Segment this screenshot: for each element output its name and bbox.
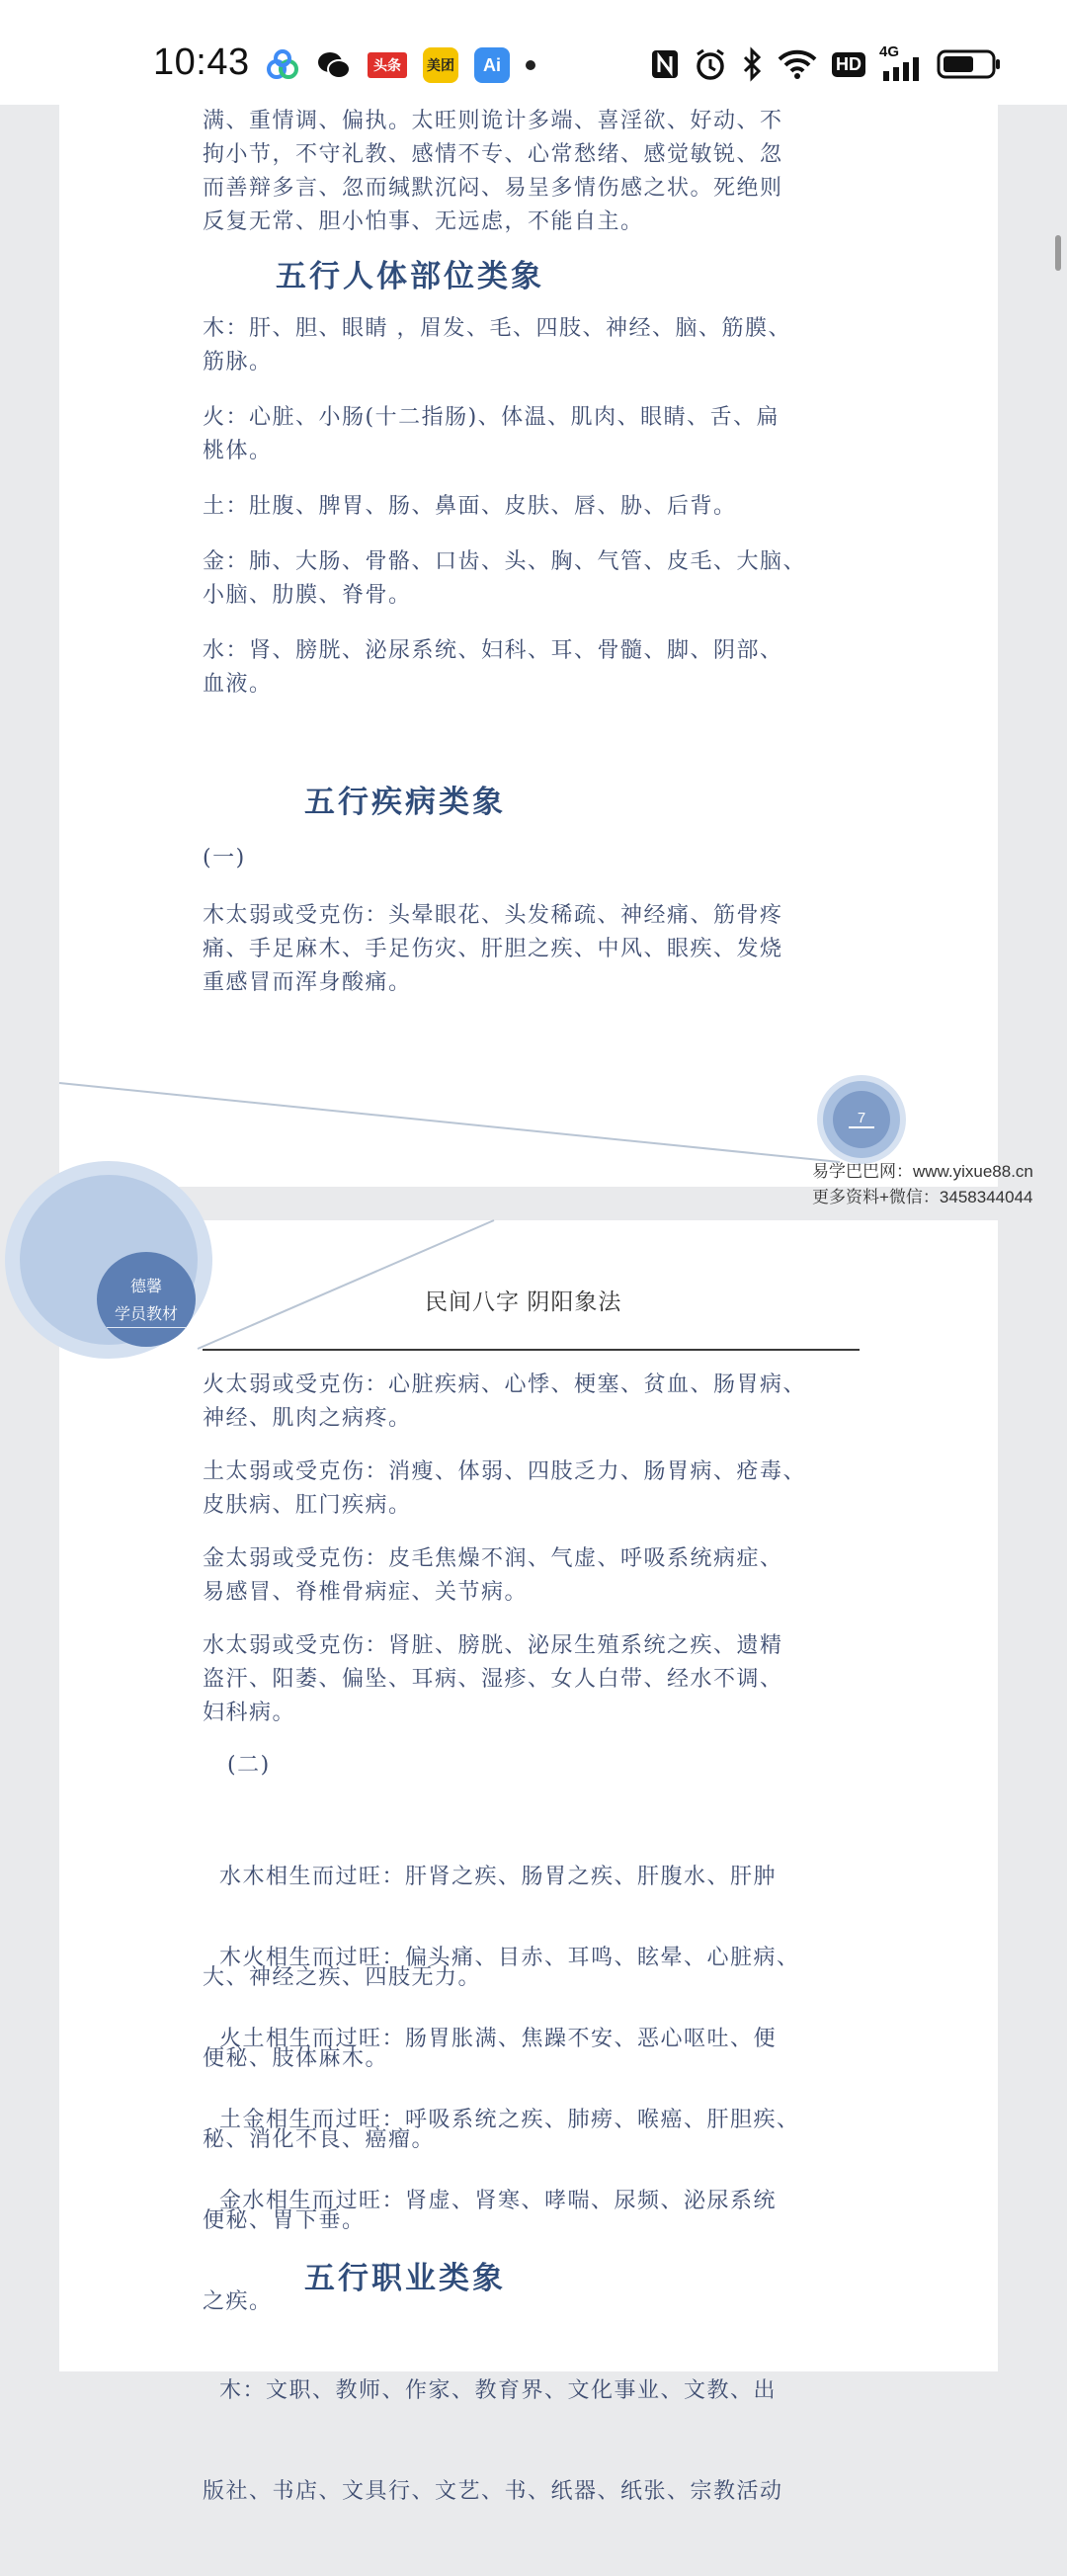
text-line: 木火相生而过旺：偏头痛、目赤、耳鸣、眩晕、心脏病、	[203, 1946, 800, 1970]
signal-bars-icon	[881, 57, 923, 81]
text-line: 水太弱或受克伤：肾脏、膀胱、泌尿生殖系统之疾、遗精	[203, 1633, 783, 1658]
text-line: 便秘、肢体麻木。	[203, 2046, 389, 2071]
document-page-7	[59, 105, 998, 1187]
text-line: 易感冒、脊椎骨病症、关节病。	[203, 1580, 529, 1605]
status-time: 10:43	[153, 42, 250, 83]
badge-line-1: 德馨	[129, 1279, 162, 1295]
baidu-netdisk-icon	[265, 47, 300, 83]
text-line: 火：心脏、小肠(十二指肠)、体温、肌肉、眼睛、舌、扁	[203, 405, 780, 430]
body-part-water	[203, 634, 934, 702]
text-line: 便秘、胃下垂。	[203, 2208, 366, 2233]
wifi-icon	[777, 48, 818, 80]
text-line: 盗汗、阳萎、偏坠、耳病、湿疹、女人白带、经水不调、	[203, 1667, 783, 1692]
more-notifications-dot-icon	[526, 60, 535, 70]
text-line: 金：肺、大肠、骨骼、口齿、头、胸、气管、皮毛、大脑、	[203, 549, 807, 574]
sub-heading-one: (一)	[203, 846, 246, 871]
text-line: 金水相生而过旺：肾虚、肾寒、哮喘、尿频、泌尿系统	[203, 2189, 777, 2213]
text-line: 土金相生而过旺：呼吸系统之疾、肺痨、喉癌、肝胆疾、	[203, 2108, 800, 2132]
text-line: 小脑、肋膜、脊骨。	[203, 583, 412, 608]
text-line: 妇科病。	[203, 1701, 296, 1725]
cellular-signal: 4G	[879, 47, 923, 81]
water-weak-paragraph	[203, 1629, 934, 1730]
toutiao-icon: 头条	[368, 52, 407, 78]
section-title-diseases: 五行疾病类象	[304, 785, 506, 820]
scrollbar-thumb[interactable]	[1055, 235, 1061, 271]
metal-weak-paragraph	[203, 1542, 934, 1610]
fire-weak-paragraph	[203, 1369, 934, 1436]
ai-icon: Ai	[474, 47, 510, 83]
watermark-line-1: 易学巴巴网：www.yixue88.cn	[812, 1162, 1033, 1181]
body-part-wood	[203, 312, 934, 379]
page-header-title: 民间八字 阴阳象法	[425, 1288, 622, 1314]
notification-icons	[265, 47, 535, 83]
nfc-icon	[650, 48, 680, 80]
battery-icon	[937, 49, 1002, 79]
career-wood-paragraph	[203, 2307, 934, 2576]
text-line: 木：文职、教师、作家、教育界、文化事业、文教、出	[203, 2378, 777, 2403]
text-line: 拘小节，不守礼教、感情不专、心常愁绪、感觉敏锐、忽	[203, 142, 783, 167]
meituan-icon: 美团	[423, 47, 458, 83]
text-line: 血液。	[203, 672, 273, 697]
page-number: 7	[833, 1091, 890, 1148]
header-rule	[203, 1349, 860, 1351]
text-line: 水：肾、膀胱、泌尿系统、妇科、耳、骨髓、脚、阴部、	[203, 638, 783, 663]
wechat-icon	[316, 47, 352, 83]
intro-paragraph	[203, 105, 934, 239]
text-line: 反复无常、胆小怕事、无远虑，不能自主。	[203, 209, 644, 234]
text-line: 木太弱或受克伤：头晕眼花、头发稀疏、神经痛、筋骨疼	[203, 903, 783, 928]
status-bar	[0, 0, 1067, 105]
alarm-icon	[694, 47, 727, 81]
text-line: 重感冒而浑身酸痛。	[203, 970, 412, 995]
badge-line-2: 学员教材	[114, 1306, 178, 1323]
text-line: 金太弱或受克伤：皮毛焦燥不润、气虚、呼吸系统病症、	[203, 1546, 783, 1571]
text-line: 水木相生而过旺：肝肾之疾、肠胃之疾、肝腹水、肝肿	[203, 1865, 777, 1889]
text-line: 筋脉。	[203, 350, 273, 374]
bluetooth-icon	[741, 47, 763, 81]
system-icons	[650, 43, 1002, 81]
text-line: 而善辩多言、忽而缄默沉闷、易呈多情伤感之状。死绝则	[203, 176, 783, 201]
watermark	[812, 1159, 1033, 1210]
page-number-badge	[823, 1081, 900, 1158]
text-line: 痛、手足麻木、手足伤灾、肝胆之疾、中风、眼疾、发烧	[203, 937, 783, 961]
body-part-fire	[203, 401, 934, 468]
text-line: 之疾。	[203, 2289, 273, 2314]
body-part-earth	[203, 490, 934, 524]
text-line: 火太弱或受克伤：心脏疾病、心悸、梗塞、贫血、肠胃病、	[203, 1372, 807, 1397]
section-title-body-parts: 五行人体部位类象	[276, 259, 544, 294]
text-line: 火土相生而过旺：肠胃胀满、焦躁不安、恶心呕吐、便	[203, 2027, 777, 2051]
body-part-metal	[203, 545, 934, 613]
text-line: 大、神经之疾、四肢无力。	[203, 1965, 482, 1990]
document-page-8	[59, 1220, 998, 2504]
text-line: 土太弱或受克伤：消瘦、体弱、四肢乏力、肠胃病、疮毒、	[203, 1459, 807, 1484]
text-line: 木：肝、胆、眼睛 ，眉发、毛、四肢、神经、脑、筋膜、	[203, 316, 791, 341]
section-title-careers: 五行职业类象	[304, 2261, 506, 2296]
sub-heading-two: (二)	[227, 1753, 271, 1778]
text-line: 土：肚腹、脾胃、肠、鼻面、皮肤、唇、胁、后背。	[203, 494, 737, 519]
text-line: 版社、书店、文具行、文艺、书、纸器、纸张、宗教活动	[203, 2479, 783, 2504]
text-line: 满、重情调、偏执。太旺则诡计多端、喜淫欲、好动、不	[203, 109, 783, 133]
text-line: 桃体。	[203, 439, 273, 463]
hd-badge: HD	[832, 52, 865, 77]
earth-weak-paragraph	[203, 1455, 934, 1523]
text-line: 神经、肌肉之病疼。	[203, 1406, 412, 1431]
wood-weak-paragraph	[203, 899, 934, 1000]
page-number-underline	[849, 1126, 874, 1128]
watermark-line-2: 更多资料+微信：3458344044	[812, 1188, 1033, 1206]
text-line: 皮肤病、肛门疾病。	[203, 1493, 412, 1518]
text-line: 秘、消化不良、癌瘤。	[203, 2127, 436, 2152]
